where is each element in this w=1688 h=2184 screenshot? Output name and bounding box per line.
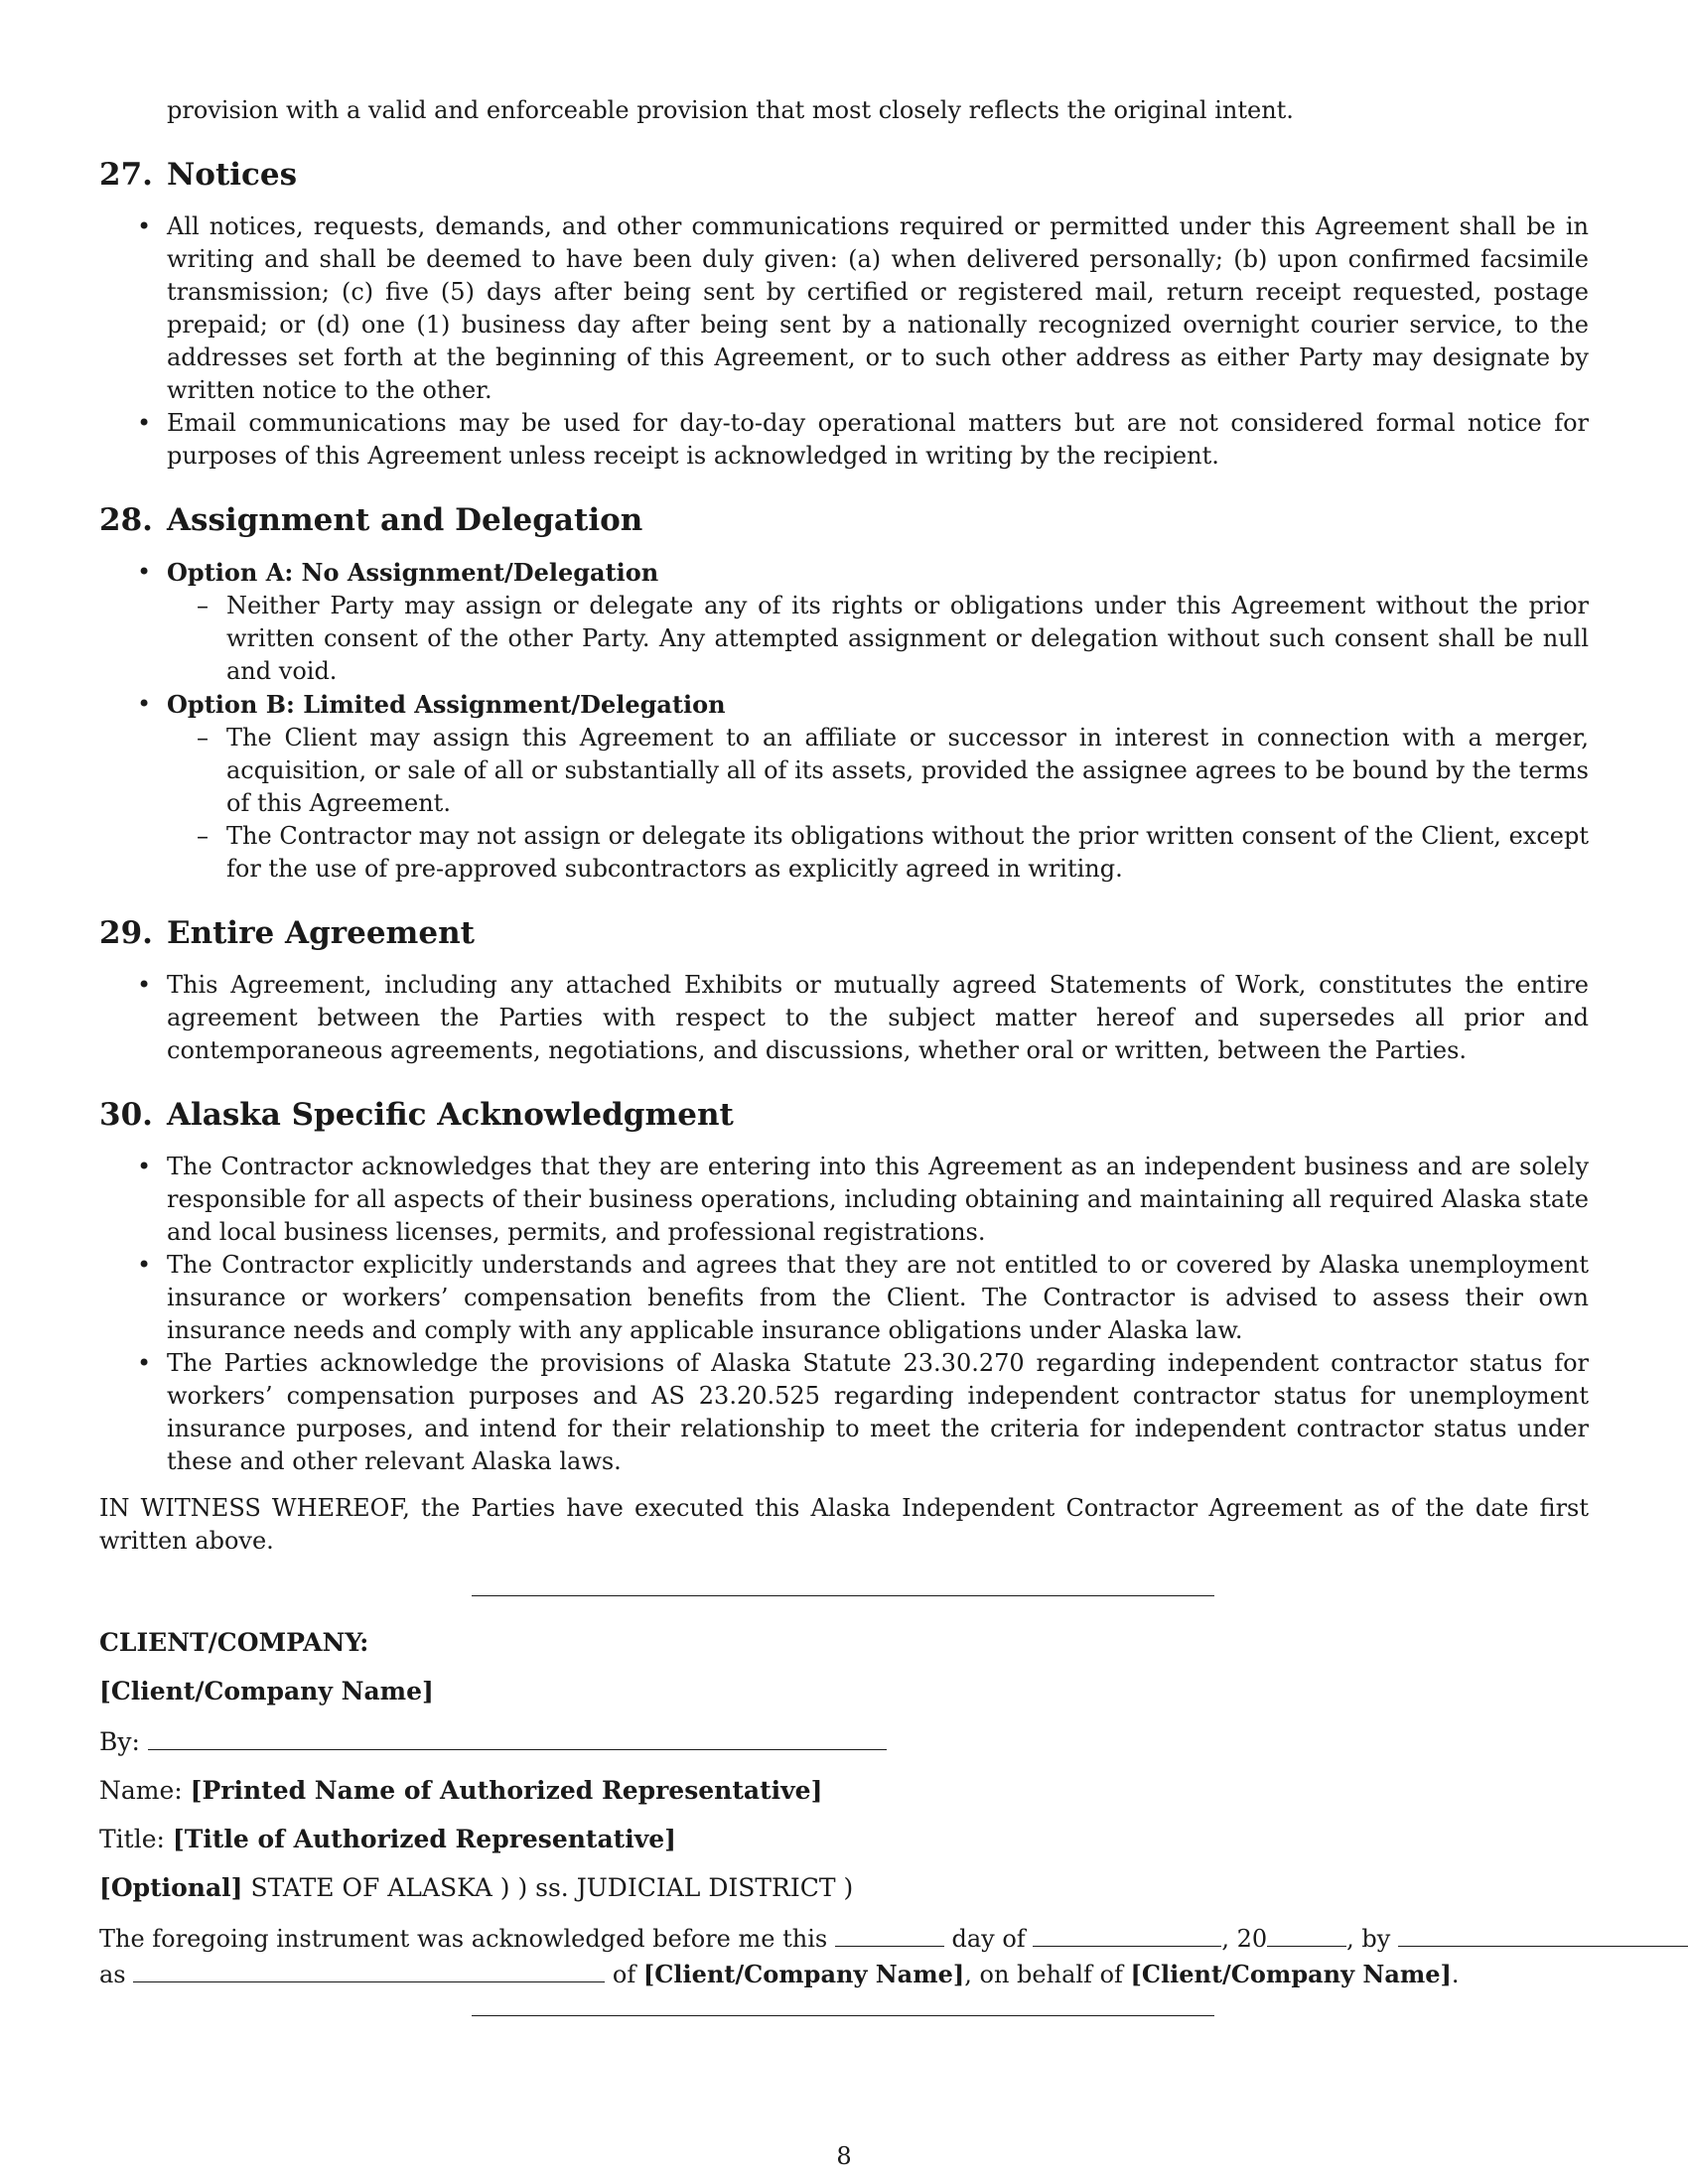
- document-page: [99, 94, 1589, 2016]
- intro-continuation: provision with a valid and enforceable provision that most closely reflects the original intent.: [167, 96, 1294, 124]
- ack-day-blank[interactable]: [835, 1920, 944, 1947]
- option-b-item: [99, 688, 1589, 886]
- section-27-heading: [99, 155, 1589, 195]
- by-line: By:: [99, 1723, 1589, 1758]
- client-signature-block: [99, 1626, 1589, 1991]
- list-item: • The Parties acknowledge the provisions of Alaska Statute 23.30.270 regarding independent contractor status for workers’ compensation purposes and AS 23.20.525 regarding independent contractor status for unemployment insurance purposes, and intend for their relationship to meet the criteria for independent contractor status under these and other relevant Alaska laws.: [99, 1347, 1589, 1478]
- section-29-heading: [99, 913, 1589, 953]
- section-28-list: [99, 556, 1589, 886]
- title-line: Title: [Title of Authorized Representative]: [99, 1825, 676, 1853]
- client-heading: CLIENT/COMPANY:: [99, 1628, 369, 1657]
- option-b-sublist: [167, 722, 1589, 886]
- option-b-label: Option B: Limited Assignment/Delegation: [167, 690, 726, 719]
- ack-capacity-blank[interactable]: [133, 1956, 605, 1982]
- option-a-item: [99, 556, 1589, 688]
- section-28-number: 28.: [99, 502, 153, 538]
- name-line: Name: [Printed Name of Authorized Representative]: [99, 1776, 823, 1805]
- acknowledgment-line-1: The foregoing instrument was acknowledged before me this day of , 20 , by: [99, 1920, 1589, 1956]
- section-30-title: Alaska Specific Acknowledgment: [166, 1097, 734, 1133]
- client-name: [Client/Company Name]: [99, 1677, 434, 1706]
- section-30-heading: [99, 1095, 1589, 1135]
- signature-divider-bottom: [472, 2015, 1214, 2016]
- section-28-title: Assignment and Delegation: [166, 502, 643, 538]
- section-30-number: 30.: [99, 1097, 153, 1133]
- option-a-sublist: [167, 590, 1589, 688]
- witness-paragraph: IN WITNESS WHEREOF, the Parties have executed this Alaska Independent Contractor Agreement as of the date first written above.: [99, 1494, 1589, 1555]
- option-a-label: Option A: No Assignment/Delegation: [167, 558, 659, 587]
- section-30-list: [99, 1151, 1589, 1478]
- list-item: – The Contractor may not assign or delegate its obligations without the prior written consent of the Client, except for the use of pre-approved subcontractors as explicitly agreed in writing.: [167, 820, 1589, 886]
- list-item: • The Contractor acknowledges that they are entering into this Agreement as an independent business and are solely responsible for all aspects of their business operations, including obtaining and maintaining all required Alaska state and local business licenses, permits, and professional registrations.: [99, 1151, 1589, 1249]
- list-item: – The Client may assign this Agreement to an affiliate or successor in interest in connection with a merger, acquisition, or sale of all or substantially all of its assets, provided the assignee agrees to be bound by the terms of this Agreement.: [167, 722, 1589, 820]
- section-29-title: Entire Agreement: [166, 915, 475, 951]
- ack-name-blank[interactable]: [1398, 1920, 1688, 1947]
- section-29-number: 29.: [99, 915, 153, 951]
- ack-year-blank[interactable]: [1267, 1920, 1346, 1947]
- section-27-title: Notices: [166, 157, 298, 193]
- signature-divider-top: [472, 1595, 1214, 1596]
- page-number: 8: [836, 2142, 852, 2170]
- section-27-number: 27.: [99, 157, 153, 193]
- section-28-heading: [99, 500, 1589, 540]
- list-item: – Neither Party may assign or delegate any of its rights or obligations under this Agreement without the prior written consent of the other Party. Any attempted assignment or delegation without such consent shall be null and void.: [167, 590, 1589, 688]
- ack-month-blank[interactable]: [1033, 1920, 1221, 1947]
- notary-heading: [Optional] STATE OF ALASKA ) ) ss. JUDICIAL DISTRICT ): [99, 1873, 854, 1902]
- acknowledgment-line-2: as of [Client/Company Name], on behalf of [Client/Company Name].: [99, 1956, 1589, 1991]
- list-item: • All notices, requests, demands, and other communications required or permitted under this Agreement shall be in writing and shall be deemed to have been duly given: (a) when delivered personally; (b) upon confirmed facsimile transmission; (c) five (5) days after being sent by certified or registered mail, return receipt requested, postage prepaid; or (d) one (1) business day after being sent by a nationally recognized overnight courier service, to the addresses set forth at the beginning of this Agreement, or to such other address as either Party may designate by written notice to the other.: [99, 210, 1589, 407]
- signature-blank[interactable]: [148, 1723, 887, 1750]
- section-29-list: [99, 969, 1589, 1067]
- section-27-list: [99, 210, 1589, 473]
- list-item: • Email communications may be used for day-to-day operational matters but are not considered formal notice for purposes of this Agreement unless receipt is acknowledged in writing by the recipient.: [99, 407, 1589, 473]
- list-item: • The Contractor explicitly understands and agrees that they are not entitled to or covered by Alaska unemployment insurance or workers’ compensation benefits from the Client. The Contractor is advised to assess their own insurance needs and comply with any applicable insurance obligations under Alaska law.: [99, 1249, 1589, 1347]
- list-item: • This Agreement, including any attached Exhibits or mutually agreed Statements of Work, constitutes the entire agreement between the Parties with respect to the subject matter hereof and supersedes all prior and contemporaneous agreements, negotiations, and discussions, whether oral or written, between the Parties.: [99, 969, 1589, 1067]
